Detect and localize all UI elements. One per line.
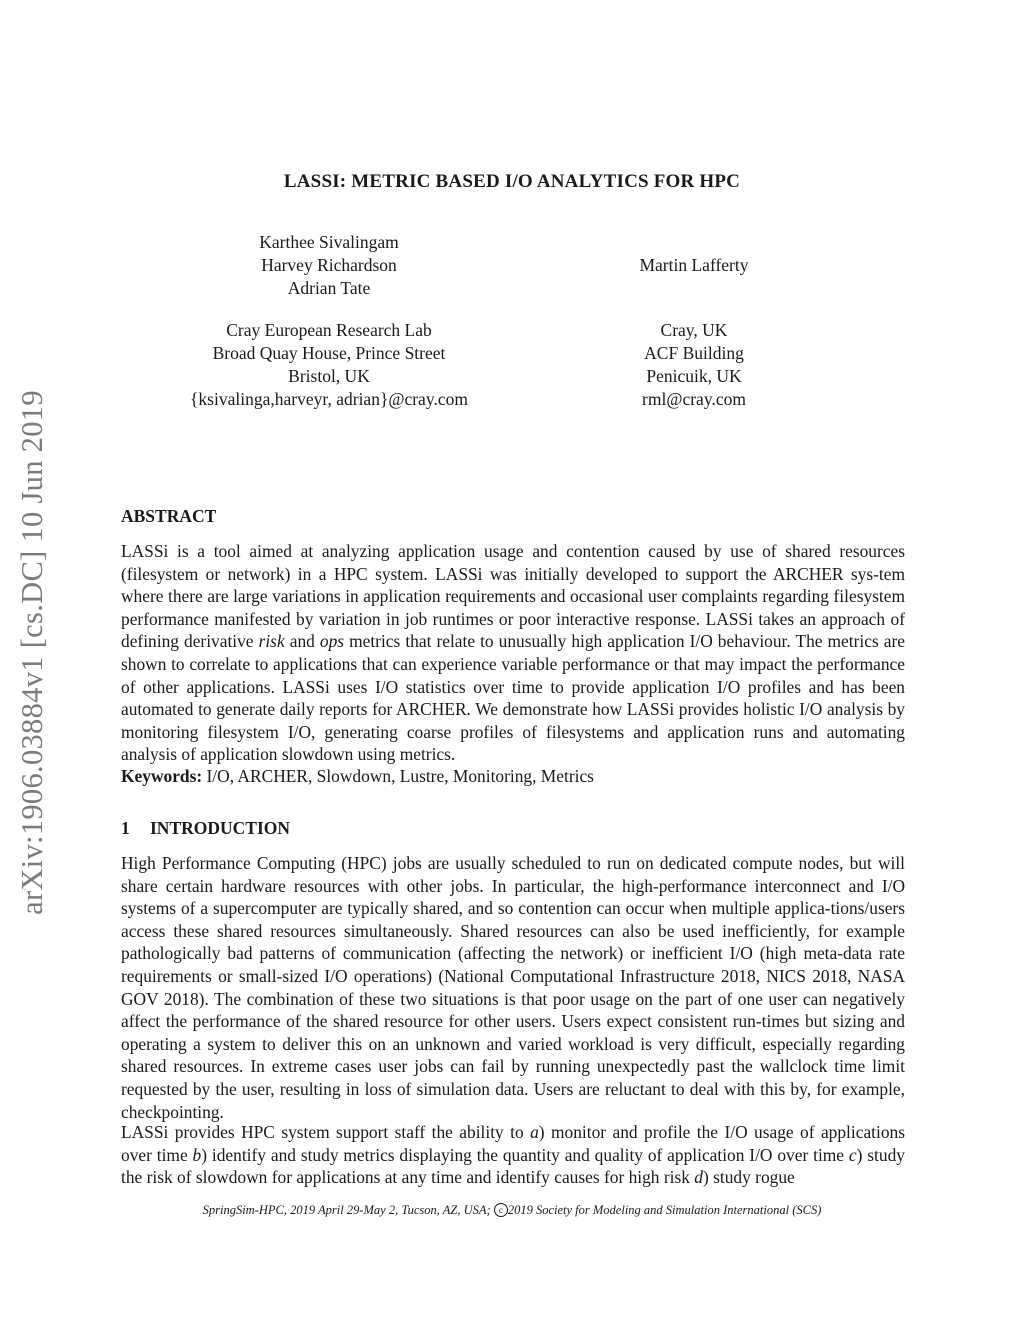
affiliation-line: ACF Building xyxy=(644,343,744,363)
affiliation-left xyxy=(159,319,499,411)
author-names-right xyxy=(594,254,794,277)
affiliation-line: Cray European Research Lab xyxy=(226,320,432,340)
section-title: INTRODUCTION xyxy=(150,818,291,838)
keywords xyxy=(121,765,905,788)
author-name: Adrian Tate xyxy=(287,278,371,298)
arxiv-stamp-text: arXiv:1906.03884v1 [cs.DC] 10 Jun 2019 xyxy=(14,390,49,915)
author-name: Martin Lafferty xyxy=(639,255,749,275)
author-names-left xyxy=(179,231,479,300)
affiliation-line: Cray, UK xyxy=(660,320,728,340)
abstract-text: LASSi is a tool aimed at analyzing application usage and contention caused by use of shared resources (filesystem or network) in a HPC system. LASSi was initially developed to support the ARCHER sys-tem where there are large variations in application requirements and occasional user complaints regarding filesystem performance manifested by variation in job runtimes or poor interactive response. LASSi takes an approach of defining derivative risk and ops metrics that relate to unusually high application I/O behaviour. The metrics are shown to correlate to applications that can experience variable performance or that may impact the performance of other applications. LASSi uses I/O statistics over time to provide application I/O profiles and has been automated to generate daily reports for ARCHER. We demonstrate how LASSi provides holistic I/O analysis by monitoring filesystem I/O, generating coarse profiles of filesystems and application runs and automating analysis of application slowdown using metrics. xyxy=(121,541,905,765)
author-name: Harvey Richardson xyxy=(261,255,397,275)
page-footer xyxy=(0,1203,1024,1218)
section-number: 1 xyxy=(121,818,130,838)
risk-term: risk xyxy=(258,631,285,652)
affiliation-line: Bristol, UK xyxy=(288,366,370,386)
paper-title: LASSI: METRIC BASED I/O ANALYTICS FOR HPC xyxy=(283,171,741,192)
keywords-text: I/O, ARCHER, Slowdown, Lustre, Monitoring, Metrics xyxy=(206,766,594,786)
arxiv-stamp xyxy=(2,360,62,945)
intro-paragraph-1: High Performance Computing (HPC) jobs are usually scheduled to run on dedicated compute nodes, but will share certain hardware resources with other jobs. In particular, the high-performance interconnect and I/O systems of a supercomputer are typically shared, and so contention can occur when multiple applica-tions/users access these shared resources simultaneously. Shared resources can also be used inefficiently, for example pathologically bad patterns of communication (affecting the network) or inefficient I/O (high meta-data rate requirements or small-sized I/O operations) (National Computational Infrastructure 2018, NICS 2018, NASA GOV 2018). The combination of these two situations is that poor usage on the part of one user can negatively affect the performance of the shared resource for other users. Users expect consistent run-times but sizing and operating a system to deliver this on an unknown and varied workload is very difficult, especially regarding shared resources. In extreme cases user jobs can fail by running unexpectedly past the wallclock time limit requested by the user, resulting in loss of simulation data. Users are reluctant to deal with this by, for example, checkpointing. xyxy=(121,853,905,1122)
affiliation-line: Broad Quay House, Prince Street xyxy=(212,343,446,363)
keywords-label: Keywords: xyxy=(121,766,203,786)
section-heading-introduction xyxy=(121,818,290,839)
affiliation-right xyxy=(594,319,794,411)
ops-term: ops xyxy=(319,631,345,652)
footer-conference: SpringSim-HPC, 2019 April 29-May 2, Tucson, AZ, USA; xyxy=(202,1203,491,1217)
author-name: Karthee Sivalingam xyxy=(259,232,399,252)
footer-copyright: 2019 Society for Modeling and Simulation International (SCS) xyxy=(507,1203,822,1217)
author-email: rml@cray.com xyxy=(642,389,746,409)
copyright-icon: c xyxy=(494,1203,508,1217)
affiliation-line: Penicuik, UK xyxy=(646,366,742,386)
intro-paragraph-2: LASSi provides HPC system support staff the ability to a) monitor and profile the I/O usage of applications over time b) identify and study metrics displaying the quantity and quality of application I/O over time c) study the risk of slowdown for applications at any time and identify causes for high risk d) study rogue xyxy=(121,1122,905,1188)
abstract-heading: ABSTRACT xyxy=(121,506,217,526)
author-emails: {ksivalinga,harveyr, adrian}@cray.com xyxy=(190,389,468,409)
